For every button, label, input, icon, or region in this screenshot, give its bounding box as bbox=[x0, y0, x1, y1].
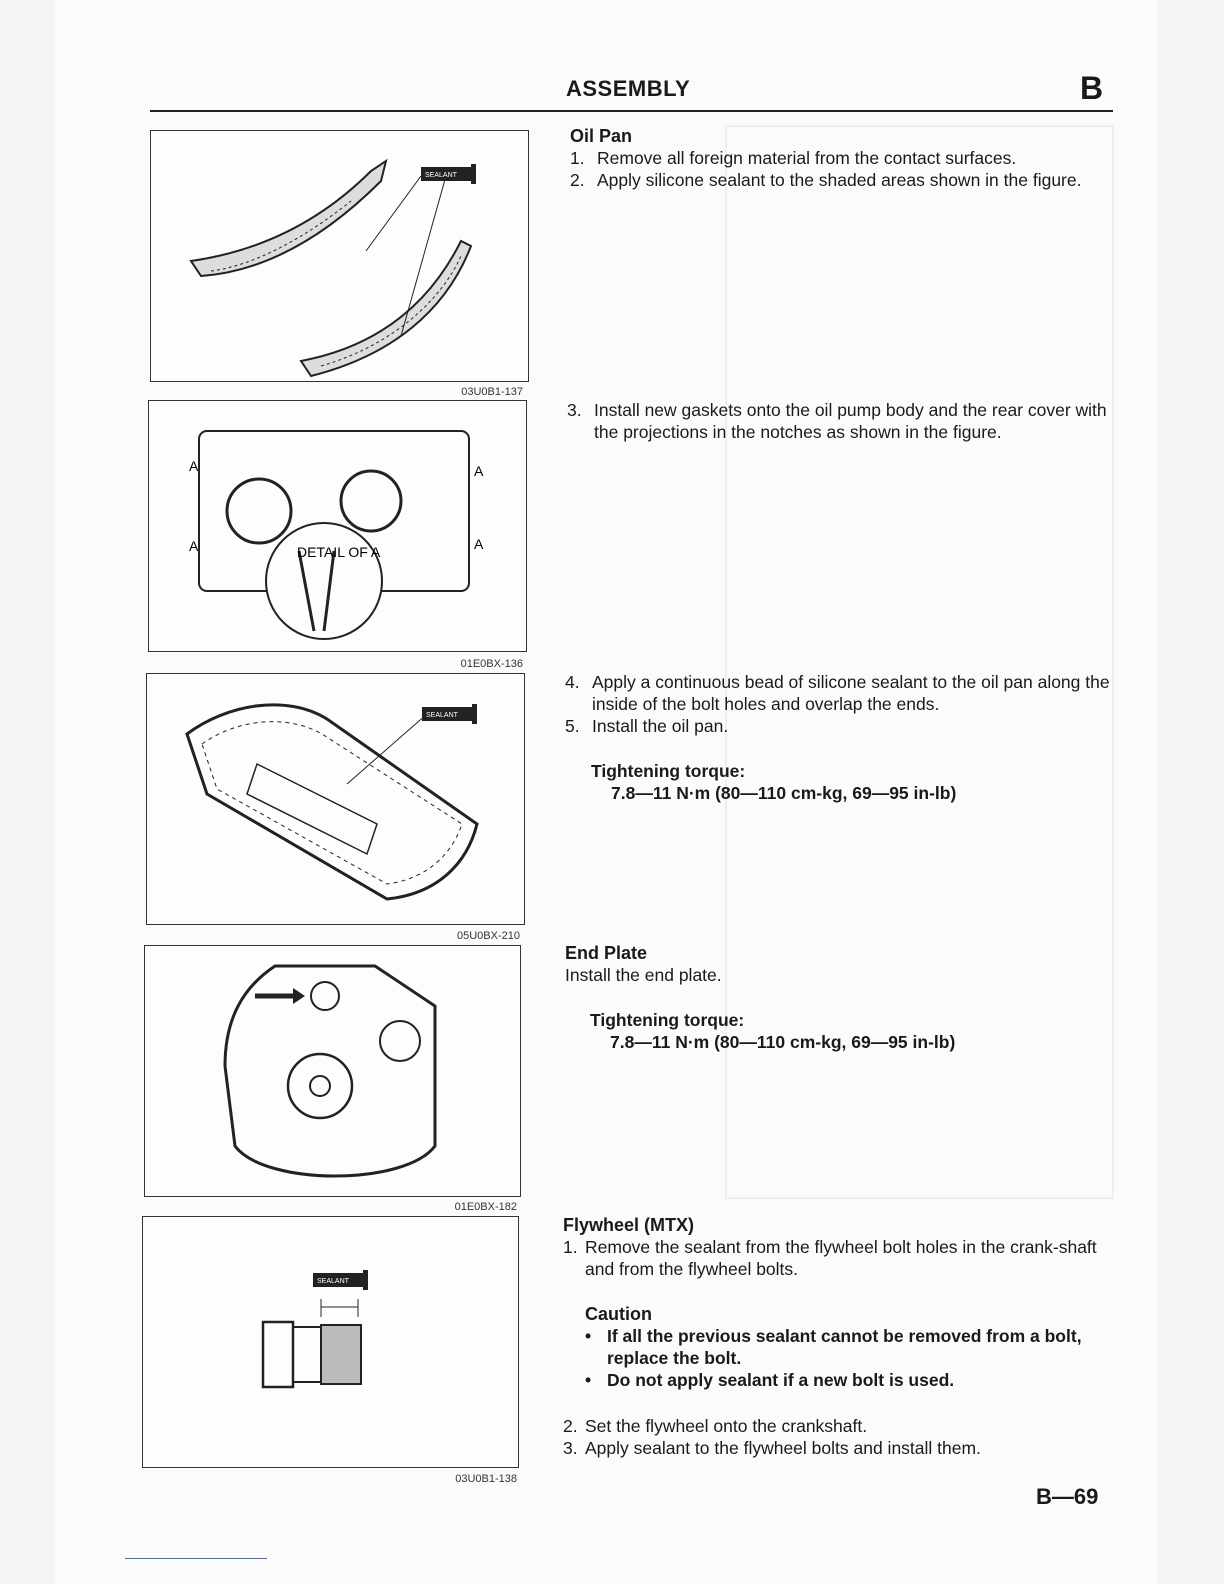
section-heading: Flywheel (MTX) bbox=[563, 1215, 695, 1235]
svg-text:SEALANT: SEALANT bbox=[426, 712, 458, 719]
figure-code: 01E0BX-182 bbox=[454, 1201, 517, 1213]
svg-text:A: A bbox=[474, 463, 484, 479]
figure-end-plate bbox=[144, 945, 521, 1197]
step: 2. Apply silicone sealant to the shaded areas shown in the figure. bbox=[570, 170, 1082, 190]
svg-text:SEALANT: SEALANT bbox=[317, 1278, 349, 1285]
caution-block bbox=[585, 1303, 1110, 1391]
step-3: 3. Install new gaskets onto the oil pump body and the rear cover with the projections in the notches as shown in the figure. bbox=[567, 400, 1107, 442]
flywheel-section bbox=[563, 1214, 1111, 1280]
page-number: B—69 bbox=[1036, 1484, 1099, 1509]
figure-oil-pan bbox=[146, 673, 525, 925]
end-plate-section: End Plate Install the end plate. bbox=[565, 942, 1110, 986]
sealant-tube-icon bbox=[421, 164, 476, 184]
svg-text:DETAIL OF A: DETAIL OF A bbox=[297, 544, 381, 560]
sealant-tube-icon bbox=[422, 704, 477, 724]
end-plate-torque: Tightening torque: 7.8—11 N·m (80—110 cm-kg, 69—95 in-lb) bbox=[590, 1010, 956, 1052]
step: 1. Remove the sealant from the flywheel bolt holes in the crank-shaft and from the flywheel bolts. bbox=[563, 1237, 1097, 1279]
svg-text:A: A bbox=[189, 458, 199, 474]
step: 3. Apply sealant to the flywheel bolts and install them. bbox=[563, 1438, 981, 1458]
caution-title: Caution bbox=[585, 1304, 652, 1324]
section-heading: End Plate bbox=[565, 943, 648, 963]
oil-pan-torque: Tightening torque: 7.8—11 N·m (80—110 cm-kg, 69—95 in-lb) bbox=[591, 761, 957, 803]
step: 4. Apply a continuous bead of silicone sealant to the oil pan along the inside of the bolt holes and overlap the ends. bbox=[565, 672, 1110, 714]
figure-code: 03U0B1-137 bbox=[461, 386, 523, 398]
steps-4-5 bbox=[565, 671, 1115, 737]
figure-code: 05U0BX-210 bbox=[457, 930, 520, 942]
page-title: ASSEMBLY bbox=[566, 76, 691, 101]
figure-code: 03U0B1-138 bbox=[455, 1473, 517, 1485]
step: 2. Set the flywheel onto the crankshaft. bbox=[563, 1416, 868, 1436]
step: 1. Remove all foreign material from the contact surfaces. bbox=[570, 148, 1017, 168]
figure-code: 01E0BX-136 bbox=[460, 658, 523, 670]
caution-item: • Do not apply sealant if a new bolt is used. bbox=[585, 1370, 955, 1390]
caution-item: • If all the previous sealant cannot be removed from a bolt, replace the bolt. bbox=[585, 1326, 1082, 1368]
figure-gasket-projections bbox=[148, 400, 527, 652]
sealant-tube-icon bbox=[313, 1270, 368, 1290]
bottom-link-underline bbox=[125, 1558, 267, 1559]
flywheel-steps-2-3 bbox=[563, 1415, 1111, 1459]
header-rule bbox=[150, 110, 1113, 112]
svg-text:SEALANT: SEALANT bbox=[425, 172, 457, 179]
section-heading: Oil Pan bbox=[570, 126, 633, 146]
svg-text:A: A bbox=[189, 538, 199, 554]
figure-flywheel-bolt bbox=[142, 1216, 519, 1468]
step: 5. Install the oil pan. bbox=[565, 716, 729, 736]
oil-pan-section bbox=[570, 125, 1115, 191]
section-letter: B bbox=[1080, 70, 1104, 106]
figure-oil-pan-sealant-strips bbox=[150, 130, 529, 382]
svg-text:A: A bbox=[474, 536, 484, 552]
